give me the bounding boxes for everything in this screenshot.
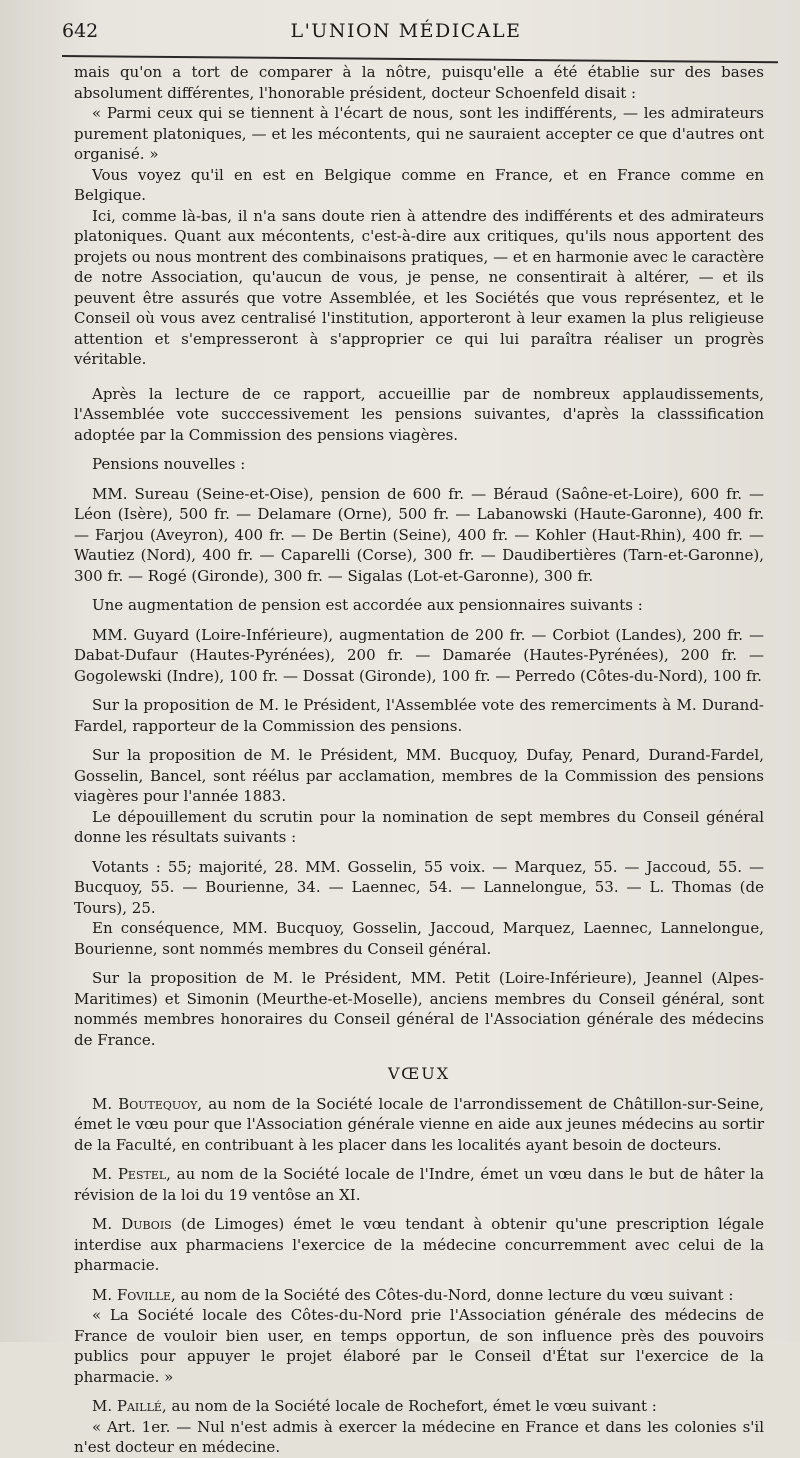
speaker-name: M. Paillé, bbox=[92, 1397, 167, 1415]
voeux-section bbox=[74, 1094, 764, 1458]
voeu-paragraph bbox=[74, 1214, 764, 1276]
voeu-text: au nom de la Société locale de l'Indre, émet un vœu dans le but de hâter la révision de la loi du 19 ventôse an XI. bbox=[74, 1165, 764, 1204]
voeu-text: « Art. 1er. — Nul n'est admis à exercer la médecine en France et dans les colonies s'il n'est docteur en médecine. bbox=[74, 1417, 764, 1456]
paragraph: Votants : 55; majorité, 28. MM. Gosselin, 55 voix. — Marquez, 55. — Jaccoud, 55. — Bucquoy, 55. — Bourienne, 34. — Laennec, 54. — Lannelongue, 53. — L. Thomas (de Tours), 25. bbox=[74, 857, 764, 917]
paragraph: Le dépouillement du scrutin pour la nomination de sept membres du Conseil général donne les résultats suivants : bbox=[74, 807, 764, 846]
report-section bbox=[74, 62, 764, 1050]
paragraph: MM. Guyard (Loire-Inférieure), augmentation de 200 fr. — Corbiot (Landes), 200 fr. — Dabat-Dufaur (Hautes-Pyrénées), 200 fr. — Damarée (Hautes-Pyrénées), 200 fr. — Gogolewski (Indre), 100 fr. — Dossat (Gironde), 100 fr. — Perredo (Côtes-du-Nord), 100 fr. bbox=[74, 625, 764, 685]
paragraph: Pensions nouvelles : bbox=[92, 455, 246, 473]
paragraph: MM. Sureau (Seine-et-Oise), pension de 600 fr. — Béraud (Saône-et-Loire), 600 fr. — Léon (Isère), 500 fr. — Delamare (Orne), 500 fr. — Labanowski (Haute-Garonne), 400 fr. — Farjou (Aveyron), 400 fr. — De Bertin (Seine), 400 fr. — Kohler (Haut-Rhin), 400 fr. — Wautiez (Nord), 400 fr. — Caparelli (Corse), 300 fr. — Daudibertières (Tarn-et-Garonne), 300 fr. — Rogé (Gironde), 300 fr. — Sigalas (Lot-et-Garonne), 300 fr. bbox=[74, 484, 764, 585]
section-heading-voeux: VŒUX bbox=[387, 1064, 451, 1083]
paragraph: Ici, comme là-bas, il n'a sans doute rien à attendre des indifférents et des admirateurs platoniques. Quant aux mécontents, c'est-à-dire aux critiques, qu'ils nous apportent des projets ou nous montrent des combinaisons pratiques, — et en harmonie avec le caractère de notre Association, qu'aucun de vous, je pense, ne consentirait à altérer, — et ils peuvent être assurés que votre Assemblée, et les Sociétés que vous représentez, et le Conseil où vous avez centralisé l'institution, apporteront à leur examen la plus religieuse attention et s'empresseront à s'approprier ce qui lui paraîtra réaliser un progrès véritable. bbox=[74, 206, 764, 368]
voeu-text: (de Limoges) émet le vœu tendant à obtenir qu'une prescription légale interdise aux pharmaciens l'exercice de la médecine concurremment avec celui de la pharmacie. bbox=[74, 1215, 765, 1274]
running-title: L'UNION MÉDICALE bbox=[290, 20, 522, 42]
paragraph: « Parmi ceux qui se tiennent à l'écart de nous, sont les indifférents, — les admirateurs purement platoniques, — et les mécontents, qui ne sauraient accepter ce que d'autres ont organisé. » bbox=[74, 104, 764, 163]
voeu-paragraph bbox=[74, 1396, 764, 1417]
page-number: 642 bbox=[62, 20, 99, 42]
speaker-name: M. Boutequoy, bbox=[92, 1094, 203, 1113]
paragraph: En conséquence, MM. Bucquoy, Gosselin, Jaccoud, Marquez, Laennec, Lannelongue, Bourienne, sont nommés membres du Conseil général. bbox=[74, 919, 764, 958]
paragraph: Sur la proposition de M. le Président, MM. Bucquoy, Dufay, Penard, Durand-Fardel, Gosselin, Bancel, sont réélus par acclamation, membres de la Commission des pensions viagères pour l'année 1883. bbox=[74, 746, 764, 805]
voeu-text: au nom de la Société des Côtes-du-Nord, donne lecture du vœu suivant : bbox=[175, 1285, 734, 1304]
paragraph: Après la lecture de ce rapport, accueillie par de nombreux applaudissements, l'Assemblée vote succcessivement les pensions suivantes, d'après la classsification adoptée par la Commission des pensions viagères. bbox=[74, 384, 764, 444]
voeu-text: au nom de la Société locale de Rochefort, émet le vœu suivant : bbox=[166, 1397, 657, 1415]
voeu-paragraph bbox=[74, 1305, 764, 1387]
page-header bbox=[62, 16, 750, 50]
speaker-name: M. Dubois bbox=[92, 1215, 172, 1233]
speaker-name: M. Pestel, bbox=[92, 1165, 171, 1183]
paragraph: Une augmentation de pension est accordée aux pensionnaires suivants : bbox=[92, 596, 643, 614]
paragraph: Sur la proposition de M. le Président, l'Assemblée vote des remerciments à M. Durand-Fardel, rapporteur de la Commission des pensions. bbox=[74, 696, 764, 735]
paragraph: Sur la proposition de M. le Président, MM. Petit (Loire-Inférieure), Jeannel (Alpes-Maritimes) et Simonin (Meurthe-et-Moselle), anciens membres du Conseil général, sont nommés membres honoraires du Conseil général de l'Association générale des médecins de France. bbox=[74, 969, 764, 1049]
voeu-text: au nom de la Société locale de l'arrondissement de Châtillon-sur-Seine, émet le vœu pour que l'Association générale vienne en aide aux jeunes médecins au sortir de la Faculté, en contribuant à les placer dans les localités ayant besoin de docteurs. bbox=[74, 1094, 764, 1154]
voeu-paragraph bbox=[74, 1094, 764, 1156]
voeu-paragraph bbox=[74, 1164, 764, 1205]
voeu-paragraph bbox=[74, 1417, 764, 1458]
voeu-paragraph bbox=[74, 1285, 764, 1306]
speaker-name: M. Foville, bbox=[92, 1285, 176, 1304]
voeu-text: « La Société locale des Côtes-du-Nord prie l'Association générale des médecins de France de vouloir bien user, en temps opportun, de son influence près des pouvoirs publics pour appuyer le projet élaboré par le Conseil d'État sur l'exercice de la pharmacie. » bbox=[74, 1306, 764, 1386]
page-body bbox=[74, 62, 764, 1458]
paragraph: Vous voyez qu'il en est en Belgique comme en France, et en France comme en Belgique. bbox=[74, 165, 764, 204]
paragraph: mais qu'on a tort de comparer à la nôtre, puisqu'elle a été établie sur des bases absolument différentes, l'honorable président, docteur Schoenfeld disait : bbox=[74, 63, 764, 102]
